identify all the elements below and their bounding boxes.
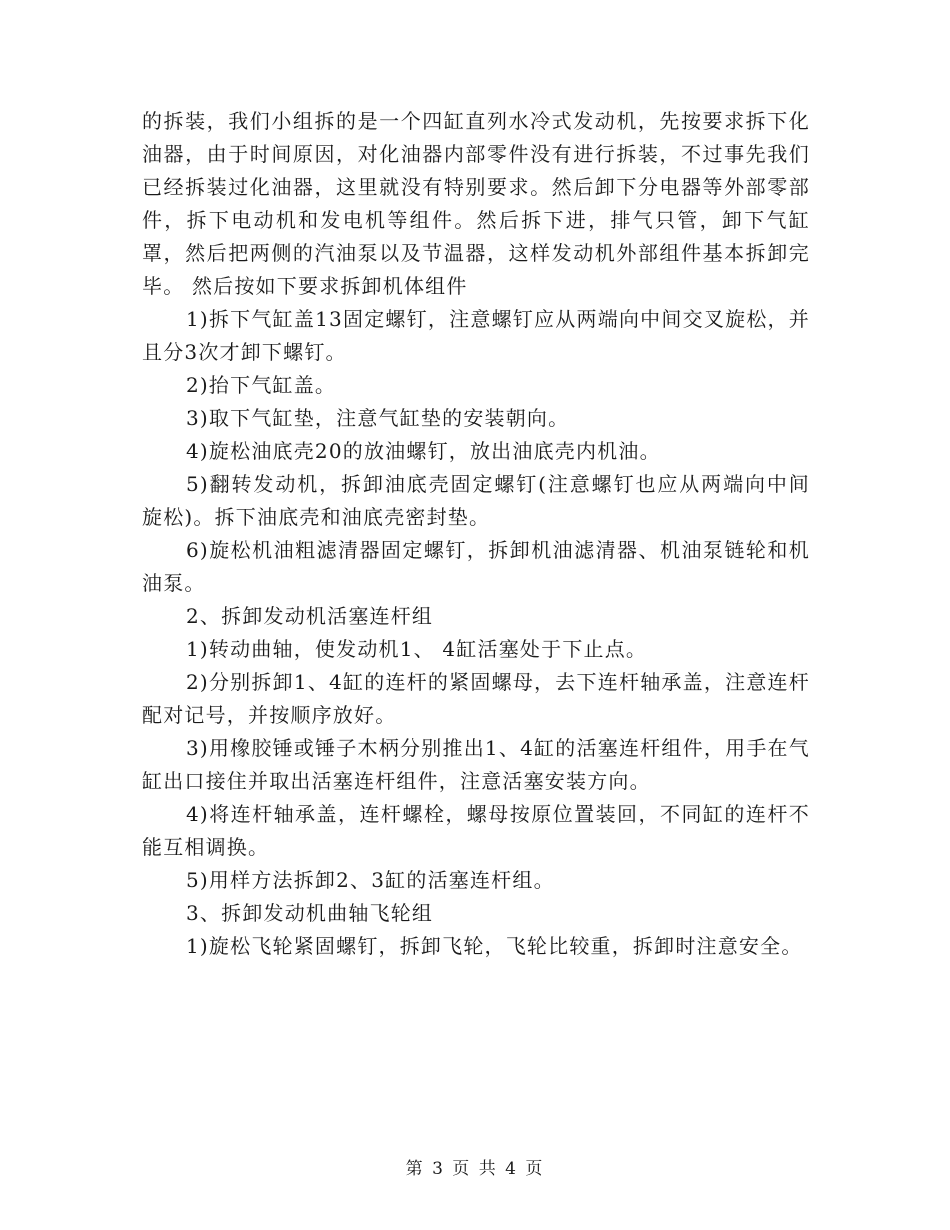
paragraph-step: 4)将连杆轴承盖，连杆螺栓，螺母按原位置装回，不同缸的连杆不能互相调换。 bbox=[142, 802, 810, 859]
paragraph-intro: 的拆装，我们小组拆的是一个四缸直列水冷式发动机，先按要求拆下化油器，由于时间原因，对化油器内部零件没有进行拆装，不过事先我们已经拆装过化油器，这里就没有特别要求。然后卸下分电器等外部零部件，拆下电动机和发电机等组件。然后拆下进，排气只管，卸下气缸罩，然后把两侧的汽油泵以及节温器，这样发动机外部组件基本拆卸完毕。 然后按如下要求拆卸机体组件 bbox=[142, 109, 810, 298]
paragraph-step: 1)转动曲轴，使发动机1、 4缸活塞处于下止点。 bbox=[186, 637, 648, 661]
document-body bbox=[142, 105, 810, 963]
paragraph-step: 1)拆下气缸盖13固定螺钉，注意螺钉应从两端向中间交叉旋松，并且分3次才卸下螺钉。 bbox=[142, 307, 810, 364]
paragraph-step: 2)分别拆卸1、4缸的连杆的紧固螺母，去下连杆轴承盖，注意连杆配对记号，并按顺序放好。 bbox=[142, 670, 810, 727]
paragraph-step: 3)取下气缸垫，注意气缸垫的安装朝向。 bbox=[186, 406, 570, 430]
paragraph-step: 6)旋松机油粗滤清器固定螺钉，拆卸机油滤清器、机油泵链轮和机油泵。 bbox=[142, 538, 810, 595]
page-footer bbox=[0, 1154, 950, 1179]
section-heading: 2、拆卸发动机活塞连杆组 bbox=[186, 604, 434, 628]
paragraph-step: 4)旋松油底壳20的放油螺钉，放出油底壳内机油。 bbox=[186, 439, 661, 463]
paragraph-step: 1)旋松飞轮紧固螺钉，拆卸飞轮，飞轮比较重，拆卸时注意安全。 bbox=[186, 934, 803, 958]
page-number-label: 第 3 页 共 4 页 bbox=[405, 1159, 545, 1179]
paragraph-step: 5)用样方法拆卸2、3缸的活塞连杆组。 bbox=[186, 868, 555, 892]
paragraph-step: 5)翻转发动机，拆卸油底壳固定螺钉(注意螺钉也应从两端向中间旋松)。拆下油底壳和油底壳密封垫。 bbox=[142, 472, 810, 529]
paragraph-step: 2)抬下气缸盖。 bbox=[186, 373, 337, 397]
paragraph-step: 3)用橡胶锤或锤子木柄分别推出1、4缸的活塞连杆组件，用手在气缸出口接住并取出活塞连杆组件，注意活塞安装方向。 bbox=[142, 736, 810, 793]
section-heading: 3、拆卸发动机曲轴飞轮组 bbox=[186, 901, 434, 925]
